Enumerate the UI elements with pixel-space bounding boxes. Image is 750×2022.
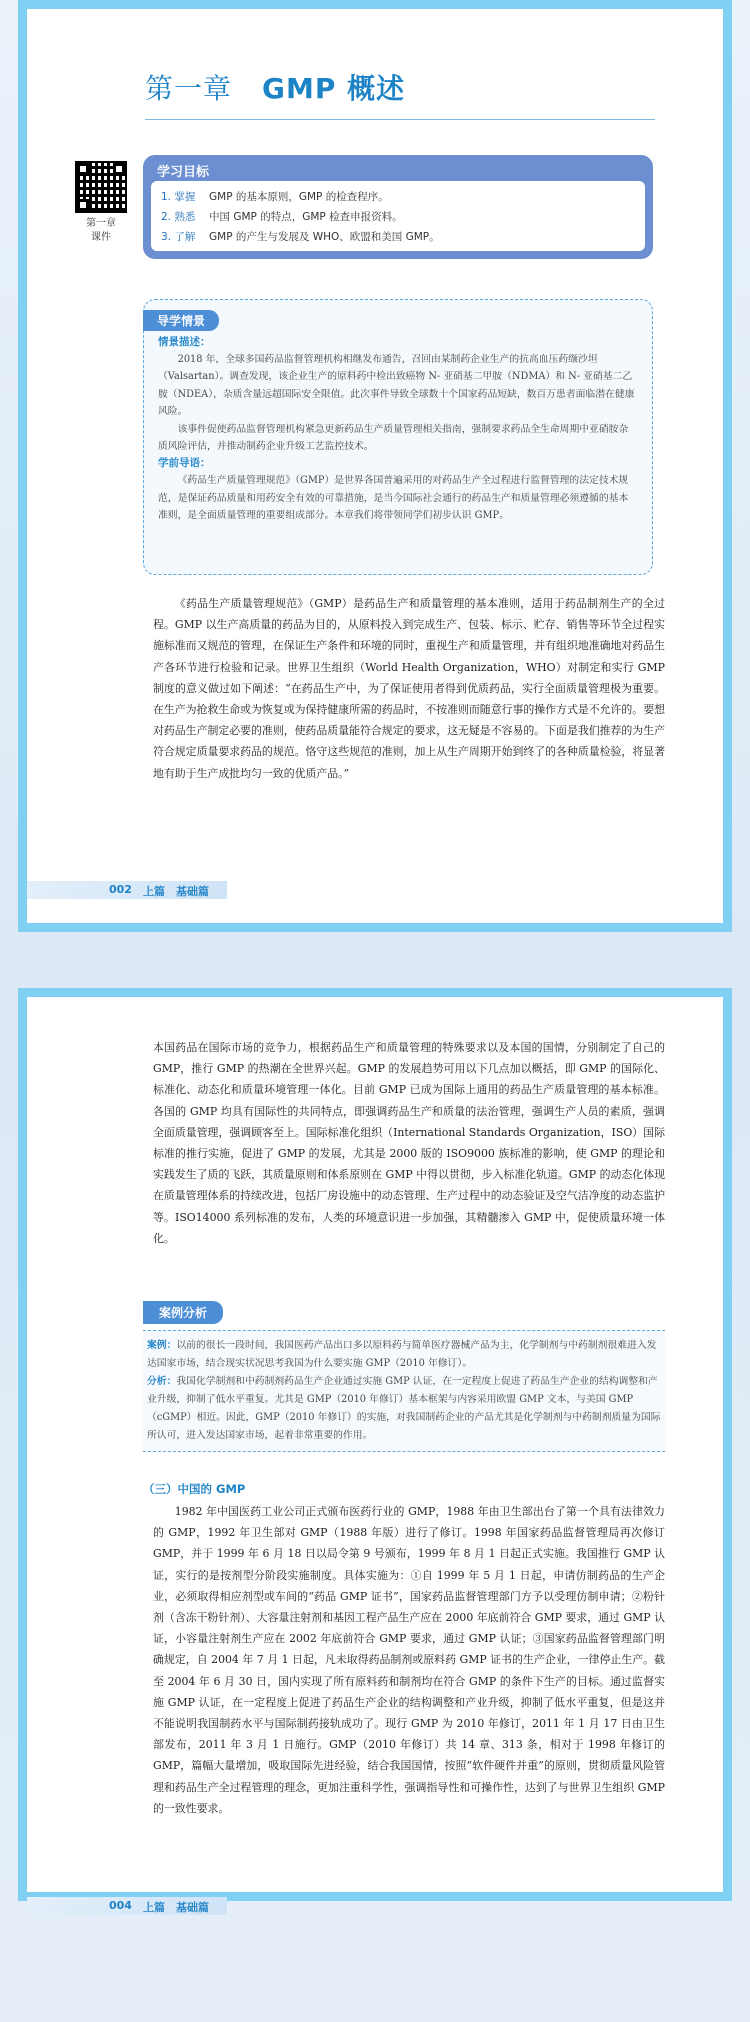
goal-item: 1. 掌握 GMP 的基本原则，GMP 的检查程序。 <box>161 191 389 203</box>
chapter-name: GMP 概述 <box>262 72 406 105</box>
analysis-label: 分析： <box>147 1376 177 1387</box>
body-text: 本国药品在国际市场的竞争力，根据药品生产和质量管理的特殊要求以及本国的国情，分别制定了自己的 GMP，推行 GMP 的热潮在全世界兴起。GMP 的发展趋势可用以下几点加以概括，即 GMP 的国际化、标准化、动态化和质量环境管理一体化。目前 GMP 已成为国际上通用的药品生产质量管理的基本标准。各国的 GMP 均具有国际性的共同特点，即强调药品生产和质量的法治管理，强调生产人员的素质，强调全面质量管理，强调顾客至上。国际标准化组织（International Standards Organization，ISO）国际标准的推行实施，促进了 GMP 的发展，尤其是 2000 版的 ISO9000 族标准的影响，使 GMP 的理论和实践发生了质的飞跃，其质量原则和体系原则在 GMP 中得以贯彻，步入标准化轨道。GMP 的动态化体现在质量管理体系的持续改进，包括厂房设施中的动态管理、生产过程中的动态验证及空气洁净度的动态监护等。ISO14000 系列标准的发布，人类的环境意识进一步加强，其精髓渗入 GMP 中，促使质量环境一体化。 <box>153 1041 665 1245</box>
learning-goals-box <box>143 155 653 259</box>
page-number: 002 <box>109 883 132 896</box>
page-2 <box>18 988 732 1914</box>
chapter-divider <box>145 119 655 120</box>
page-1 <box>18 0 732 932</box>
scenario-paragraph: 该事件促使药品监督管理机构紧急更新药品生产质量管理相关指南，强制要求药品全生命周期中亚硝胺杂质风险评估，并推动制药企业升级工艺监控技术。 <box>158 423 629 453</box>
case-label: 案例： <box>147 1340 177 1351</box>
learning-goals-header: 学习目标 <box>157 165 210 180</box>
qr-code-icon[interactable] <box>75 161 127 213</box>
preface-subheading: 学前导语： <box>158 457 211 470</box>
guide-scenario-box <box>143 299 653 575</box>
case-analysis-box: 案例分析 案例：以前的很长一段时间，我国医药产品出口多以原料药与简单医疗器械产品为主，化学制剂与中药制剂很难进入发达国家市场，结合现实状况思考我国为什么要实施 GMP（2010 年修订）。 分析：我国化学制剂和中药制剂药品生产企业通过实施 GMP 认证，在一定程度上促进了药品生产企业的结构调整和产业升级，抑制了低水平重复。尤其是 GMP（2010 年修订）基本框架与内容采用欧盟 GMP 文本，与美国 GMP（cGMP）相近。因此，GMP（2010 年修订）的实施，对我国制药企业的产品尤其是化学制剂与中药制剂质量为国际所认可，进入发达国家市场，起着非常重要的作用。 <box>143 1301 665 1471</box>
body-text: 1982 年中国医药工业公司正式颁布医药行业的 GMP，1988 年由卫生部出台了第一个具有法律效力的 GMP，1992 年卫生部对 GMP（1988 年版）进行了修订。1998 年国家药品监督管理局再次修订 GMP，并于 1999 年 6 月 18 日以局令第 9 号颁布，1999 年 8 月 1 日起正式实施。我国推行 GMP 认证，实行的是按剂型分阶段实施制度。具体实施为：①自 1999 年 5 月 1 日起，申请仿制药品的生产企业，必须取得相应剂型或车间的“药品 GMP 证书”，国家药品监督管理部门方予以受理仿制申请；②粉针剂（含冻干粉针剂）、大容量注射剂和基因工程产品生产应在 2000 年底前符合 GMP 要求，通过 GMP 认证，小容量注射剂生产应在 2002 年底前符合 GMP 要求，通过 GMP 认证；③国家药品监督管理部门明确规定，自 2004 年 7 月 1 日起，凡未取得药品制剂或原料药 GMP 证书的生产企业，一律停止生产。截至 2004 年 6 月 30 日，国内实现了所有原料药和制剂均在符合 GMP 的条件下生产的目标。通过监督实施 GMP 认证，在一定程度上促进了药品生产企业的结构调整和产业升级，抑制了低水平重复，但是这并不能说明我国制药水平与国际制药接轨成功了。现行 GMP 为 2010 年修订，2011 年 1 月 17 日由卫生部发布，2011 年 3 月 1 日施行。GMP（2010 年修订）共 14 章、313 条，相对于 1998 年修订的 GMP，篇幅大量增加，吸取国际先进经验，结合我国国情，按照“软件硬件并重”的原则，贯彻质量风险管理和药品生产全过程管理的理念，更加注重科学性，强调指导性和可操作性，达到了与世界卫生组织 GMP 的一致性要求。 <box>153 1505 665 1815</box>
scenario-paragraph: 2018 年，全球多国药品监督管理机构相继发布通告，召回由某制药企业生产的抗高血压药缬沙坦（Valsartan）。调查发现，该企业生产的原料药中检出致癌物 N- 亚硝基二甲胺（NDMA）和 N- 亚硝基二乙胺（NDEA），杂质含量远超国际安全限值。此次事件导致全球数十个国家药品短缺，数百万患者面临潜在健康风险。 <box>158 354 635 418</box>
page-footer <box>27 1897 227 1915</box>
body-text: 《药品生产质量管理规范》（GMP）是药品生产和质量管理的基本准则，适用于药品制剂生产的全过程。GMP 以生产高质量的药品为目的，从原料投入到完成生产、包装、标示、贮存、销售等环节全过程实施标准而又规范的管理，在保证生产条件和环境的同时，重视生产和质量管理，并有组织地准确地对药品生产各环节进行检验和记录。世界卫生组织（World Health Organization，WHO）对制定和实行 GMP 制度的意义做过如下阐述：“在药品生产中，为了保证使用者得到优质药品，实行全面质量管理极为重要。在生产为抢救生命或为恢复或为保持健康所需的药品时，不按准则而随意行事的操作方式是不允许的。要想对药品生产制定必要的准则，使药品质量能符合规定的要求，这无疑是不容易的。下面是我们推荐的为生产符合规定质量要求药品的规范。恪守这些规范的准则，加上从生产周期开始到终了的各种质量检验，将显著地有助于生产成批均匀一致的优质产品。” <box>153 597 665 780</box>
chapter-title <box>145 67 405 107</box>
part-label: 上篇 基础篇 <box>143 885 209 898</box>
goal-item: 2. 熟悉 中国 GMP 的特点，GMP 检查申报资料。 <box>161 211 403 223</box>
chapter-number: 第一章 <box>145 72 233 105</box>
page-number: 004 <box>109 1899 132 1912</box>
goal-item: 3. 了解 GMP 的产生与发展及 WHO、欧盟和美国 GMP。 <box>161 231 440 243</box>
page-footer <box>27 881 227 899</box>
qr-caption: 第一章 课件 <box>86 218 116 243</box>
guide-header: 导学情景 <box>143 310 219 331</box>
case-analysis-header: 案例分析 <box>143 1301 223 1324</box>
scenario-subheading: 情景描述： <box>158 336 211 348</box>
preface-paragraph: 《药品生产质量管理规范》（GMP）是世界各国普遍采用的对药品生产全过程进行监督管理的法定技术规范，是保证药品质量和用药安全有效的可靠措施，是当今国际社会通行的药品生产和质量管理必须遵循的基本准则，是全面质量管理的重要组成部分。本章我们将带领同学们初步认识 GMP。 <box>158 475 629 522</box>
section-heading: （三）中国的 GMP <box>143 1482 246 1496</box>
part-label: 上篇 基础篇 <box>143 1901 209 1914</box>
